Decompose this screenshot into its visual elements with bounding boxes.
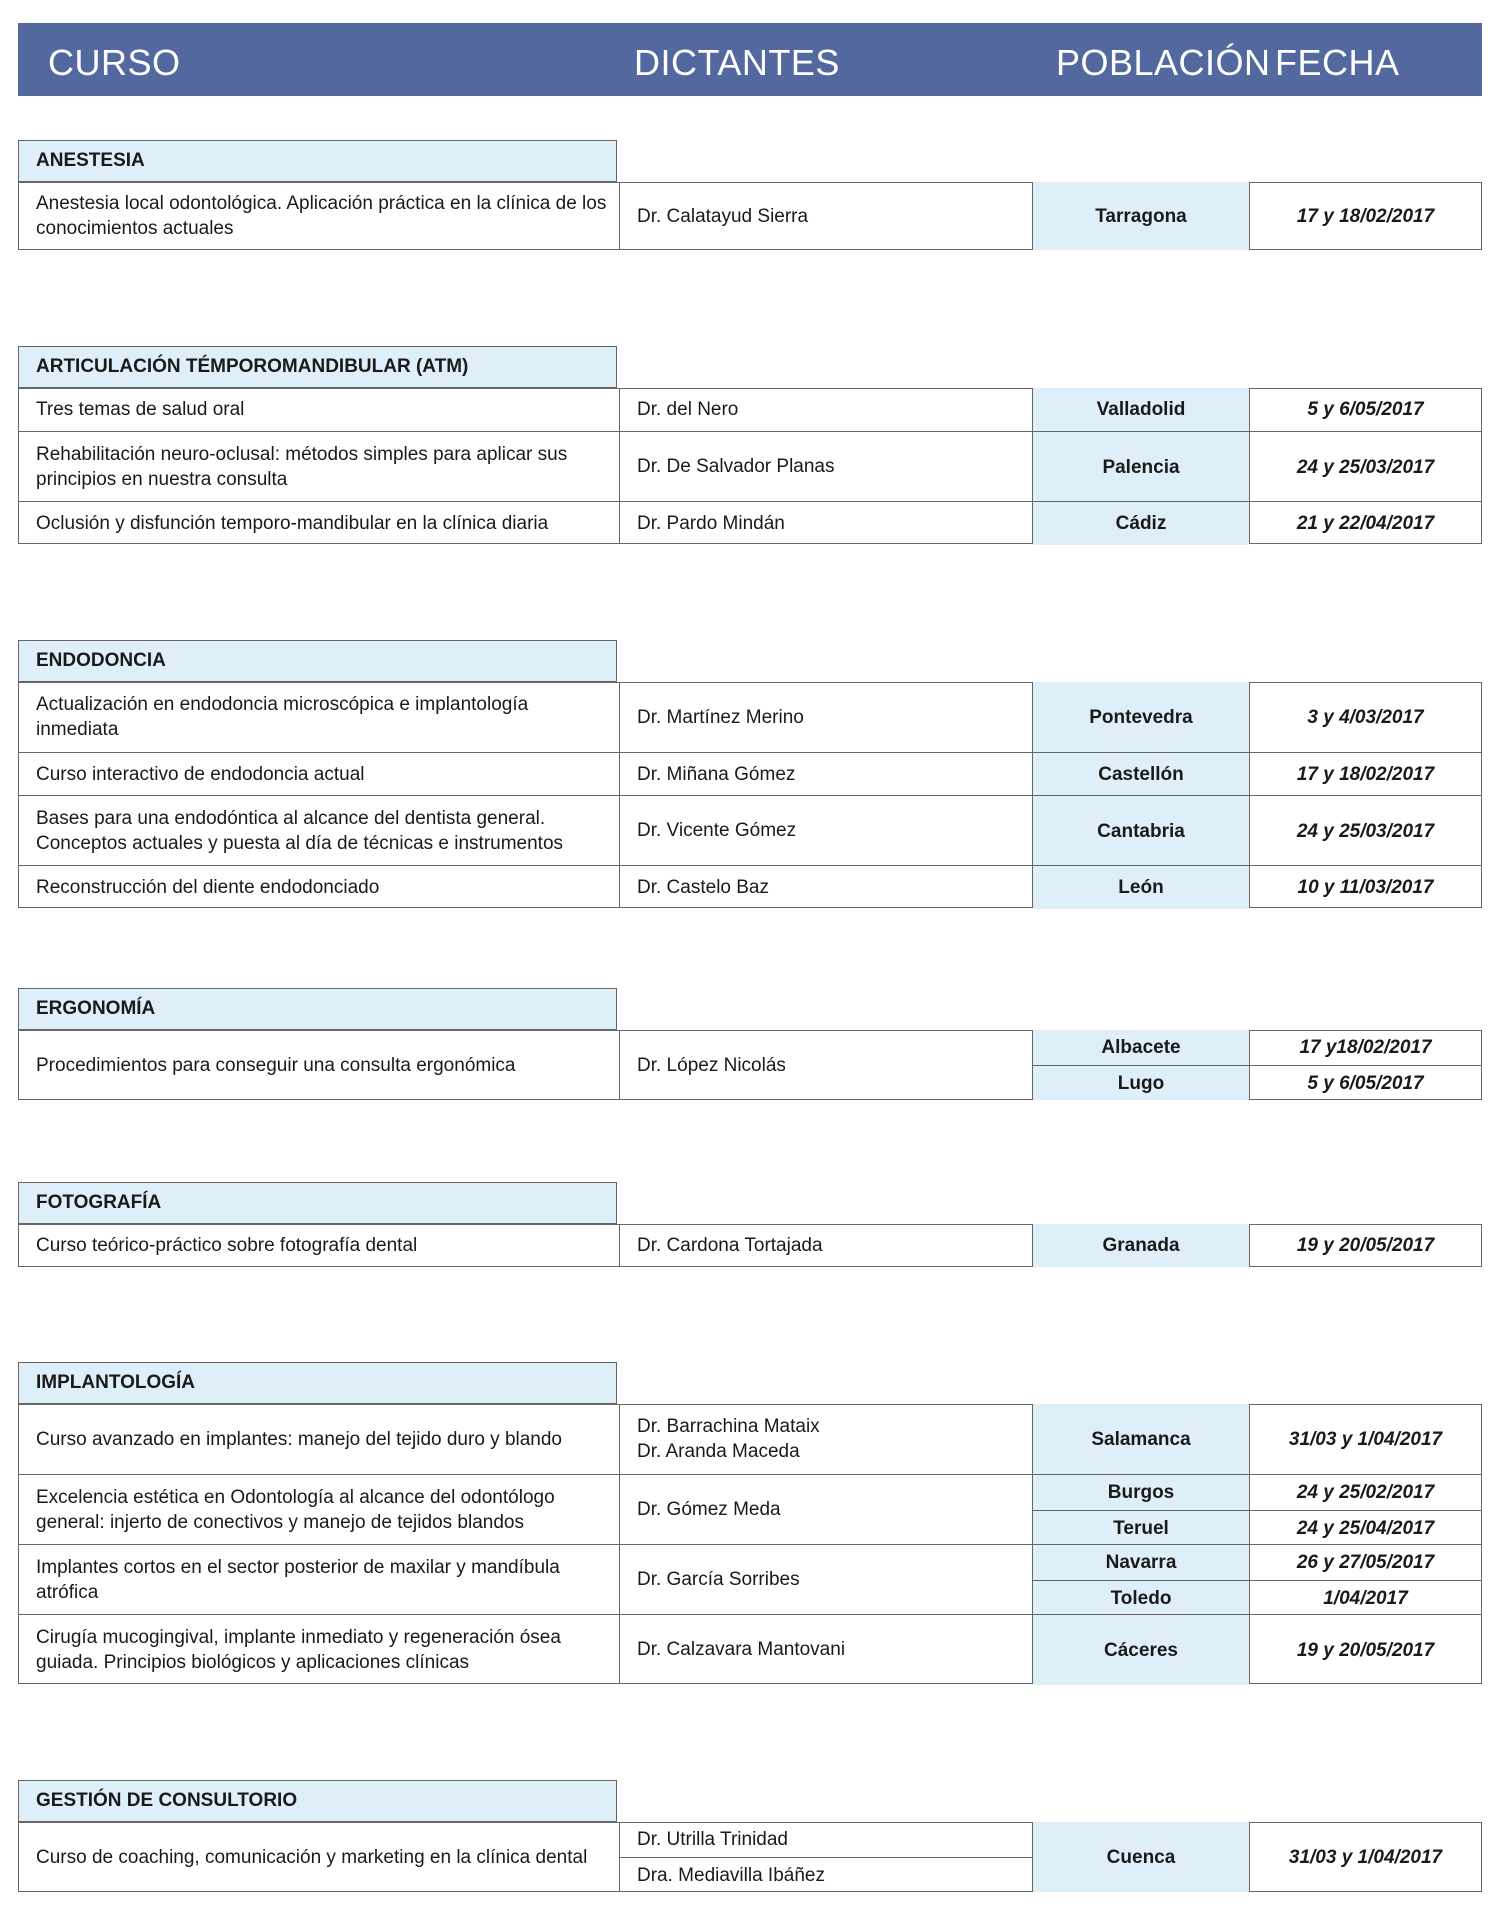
date-value: 5 y 6/05/2017 (1250, 1065, 1481, 1100)
course-section (18, 640, 1482, 908)
lecturer-name: Dr. Calatayud Sierra (637, 205, 809, 227)
course-date (1249, 753, 1481, 795)
date-value: 24 y 25/03/2017 (1296, 820, 1435, 842)
date-value: 24 y 25/04/2017 (1250, 1510, 1481, 1545)
location-name: Salamanca (1033, 1404, 1249, 1474)
location-name: Cantabria (1033, 796, 1249, 866)
section-title: ARTICULACIÓN TÉMPOROMANDIBULAR (ATM) (18, 346, 617, 388)
course-location (1032, 1822, 1249, 1892)
course-lecturers (619, 1404, 1032, 1474)
course-section (18, 346, 1482, 544)
location-name: Albacete (1033, 1030, 1249, 1065)
section-title: GESTIÓN DE CONSULTORIO (18, 1780, 617, 1822)
section-body (18, 1030, 1482, 1100)
course-location (1032, 182, 1249, 250)
section-body (18, 1224, 1482, 1267)
course-lecturers (619, 1030, 1032, 1100)
table-row (19, 501, 1481, 544)
course-location (1032, 796, 1249, 865)
date-value: 19 y 20/05/2017 (1296, 1235, 1435, 1256)
course-date (1249, 866, 1481, 908)
location-name: Teruel (1033, 1510, 1249, 1545)
location-name: Cuenca (1033, 1822, 1249, 1892)
course-name: Bases para una endodóntica al alcance del dentista general. Conceptos actuales y puesta al día de técnicas e instrumentos (36, 807, 564, 854)
course-lecturers (619, 1475, 1032, 1544)
table-row (19, 182, 1481, 250)
course-location (1032, 1030, 1249, 1100)
location-name: Pontevedra (1033, 682, 1249, 752)
course-date (1249, 1030, 1481, 1100)
location-name: Castellón (1033, 753, 1249, 796)
date-value: 26 y 27/05/2017 (1296, 1552, 1435, 1573)
lecturer-name: Dr. Barrachina Mataix (637, 1416, 820, 1437)
location-name: Lugo (1033, 1065, 1249, 1100)
location-name: Granada (1033, 1224, 1249, 1267)
course-section (18, 988, 1482, 1100)
course-lecturers (619, 796, 1032, 865)
course-name: Implantes cortos en el sector posterior de maxilar y mandíbula atrófica (36, 1556, 560, 1603)
lecturer-name: Dr. Calzavara Mantovani (637, 1639, 846, 1660)
course-lecturers (619, 1545, 1032, 1614)
course-lecturers (619, 502, 1032, 544)
section-body (18, 682, 1482, 908)
course-name: Cirugía mucogingival, implante inmediato y regeneración ósea guiada. Principios biológicos y aplicaciones clínicas (36, 1626, 561, 1673)
course-name: Procedimientos para conseguir una consulta ergonómica (36, 1054, 516, 1076)
course-date (1249, 682, 1481, 752)
course-lecturers (619, 1224, 1032, 1267)
course-location (1032, 502, 1249, 544)
header-curso: CURSO (48, 42, 181, 83)
lecturer-name: Dr. Gómez Meda (637, 1499, 781, 1520)
location-name: León (1033, 866, 1249, 909)
location-name: Navarra (1033, 1545, 1249, 1580)
table-row (19, 1404, 1481, 1474)
course-location (1032, 753, 1249, 795)
course-name: Oclusión y disfunción temporo-mandibular en la clínica diaria (36, 512, 549, 534)
lecturer-name: Dr. del Nero (637, 399, 739, 420)
course-location (1032, 1475, 1249, 1544)
date-value: 24 y 25/02/2017 (1296, 1482, 1435, 1503)
lecturer-name: Dr. Miñana Gómez (637, 763, 796, 785)
lecturer-name: Dr. De Salvador Planas (637, 456, 835, 477)
section-title: ENDODONCIA (18, 640, 617, 682)
course-lecturers (619, 1615, 1032, 1684)
location-name: Tarragona (1033, 182, 1249, 250)
location-name: Cádiz (1033, 502, 1249, 545)
table-row (19, 1224, 1481, 1267)
course-name: Anestesia local odontológica. Aplicación práctica en la clínica de los conocimientos actuales (36, 193, 607, 239)
lecturer-name: Dr. Martínez Merino (637, 706, 804, 728)
lecturer-name: Dr. López Nicolás (637, 1054, 786, 1076)
table-row (19, 1474, 1481, 1544)
location-name: Palencia (1033, 432, 1249, 502)
lecturer-name: Dr. Pardo Mindán (637, 512, 785, 534)
lecturer-name: Dr. Vicente Gómez (637, 820, 797, 841)
section-body (18, 1404, 1482, 1684)
lecturer-name: Dr. García Sorribes (637, 1569, 800, 1590)
course-section (18, 1780, 1482, 1892)
date-value: 31/03 y 1/04/2017 (1288, 1846, 1443, 1868)
lecturer-name: Dr. Aranda Maceda (637, 1441, 800, 1462)
course-name: Curso teórico-práctico sobre fotografía dental (36, 1235, 418, 1256)
date-value: 19 y 20/05/2017 (1296, 1639, 1435, 1661)
course-location (1032, 388, 1249, 431)
course-location (1032, 1404, 1249, 1474)
location-name: Toledo (1033, 1580, 1249, 1615)
table-row (19, 1030, 1481, 1100)
course-date (1249, 1615, 1481, 1684)
course-lecturers (619, 753, 1032, 795)
course-lecturers (619, 432, 1032, 501)
section-body (18, 388, 1482, 544)
course-name: Curso avanzado en implantes: manejo del tejido duro y blando (36, 1428, 562, 1450)
section-title: ANESTESIA (18, 140, 617, 182)
date-value: 10 y 11/03/2017 (1297, 877, 1434, 898)
course-lecturers (619, 1822, 1032, 1892)
course-name: Actualización en endodoncia microscópica e implantología inmediata (36, 694, 529, 740)
date-value: 5 y 6/05/2017 (1307, 399, 1424, 420)
course-location (1032, 1615, 1249, 1684)
location-name: Burgos (1033, 1475, 1249, 1510)
course-lecturers (619, 388, 1032, 431)
table-row (19, 752, 1481, 795)
date-value: 17 y 18/02/2017 (1296, 205, 1435, 227)
table-row (19, 682, 1481, 752)
course-location (1032, 682, 1249, 752)
course-date (1249, 182, 1481, 250)
course-name: Curso de coaching, comunicación y marketing en la clínica dental (36, 1846, 588, 1868)
course-lecturers (619, 182, 1032, 250)
date-value: 21 y 22/04/2017 (1296, 513, 1435, 534)
course-date (1249, 1404, 1481, 1474)
course-date (1249, 1545, 1481, 1614)
table-header (18, 23, 1482, 96)
course-date (1249, 1822, 1481, 1892)
date-value: 17 y18/02/2017 (1299, 1037, 1432, 1058)
course-lecturers (619, 682, 1032, 752)
location-name: Valladolid (1033, 388, 1249, 431)
header-dictantes: DICTANTES (634, 42, 840, 83)
lecturer-name: Dr. Utrilla Trinidad (637, 1829, 788, 1850)
course-date (1249, 502, 1481, 544)
course-name: Rehabilitación neuro-oclusal: métodos simples para aplicar sus principios en nuestra consulta (36, 443, 568, 490)
location-name: Cáceres (1033, 1615, 1249, 1685)
section-title: FOTOGRAFÍA (18, 1182, 617, 1224)
course-section (18, 140, 1482, 250)
course-date (1249, 796, 1481, 865)
table-row (19, 1544, 1481, 1614)
section-body (18, 1822, 1482, 1892)
header-fecha: FECHA (1275, 42, 1400, 83)
table-row (19, 1614, 1481, 1684)
section-title: IMPLANTOLOGÍA (18, 1362, 617, 1404)
course-section (18, 1362, 1482, 1684)
course-lecturers (619, 866, 1032, 908)
course-name: Excelencia estética en Odontología al alcance del odontólogo general: injerto de conectivos y manejo de tejidos blandos (36, 1486, 555, 1533)
date-value: 1/04/2017 (1250, 1580, 1481, 1615)
date-value: 17 y 18/02/2017 (1296, 764, 1435, 785)
course-location (1032, 432, 1249, 501)
header-poblacion: POBLACIÓN (1056, 42, 1271, 83)
table-row (19, 431, 1481, 501)
date-value: 3 y 4/03/2017 (1307, 706, 1424, 728)
course-location (1032, 1224, 1249, 1267)
lecturer-name: Dr. Cardona Tortajada (637, 1235, 823, 1256)
course-name: Tres temas de salud oral (36, 399, 245, 420)
section-title: ERGONOMÍA (18, 988, 617, 1030)
course-name: Reconstrucción del diente endodonciado (36, 876, 380, 898)
lecturer-name: Dra. Mediavilla Ibáñez (620, 1857, 1032, 1892)
course-date (1249, 1224, 1481, 1267)
section-body (18, 182, 1482, 250)
course-name: Curso interactivo de endodoncia actual (36, 763, 365, 785)
course-date (1249, 388, 1481, 431)
table-row (19, 1822, 1481, 1892)
course-section (18, 1182, 1482, 1267)
course-date (1249, 432, 1481, 501)
course-location (1032, 866, 1249, 908)
course-location (1032, 1545, 1249, 1614)
table-row (19, 795, 1481, 865)
course-date (1249, 1475, 1481, 1544)
table-row (19, 388, 1481, 431)
lecturer-name: Dr. Castelo Baz (637, 876, 769, 898)
table-row (19, 865, 1481, 908)
date-value: 31/03 y 1/04/2017 (1288, 1428, 1443, 1450)
date-value: 24 y 25/03/2017 (1296, 456, 1435, 478)
